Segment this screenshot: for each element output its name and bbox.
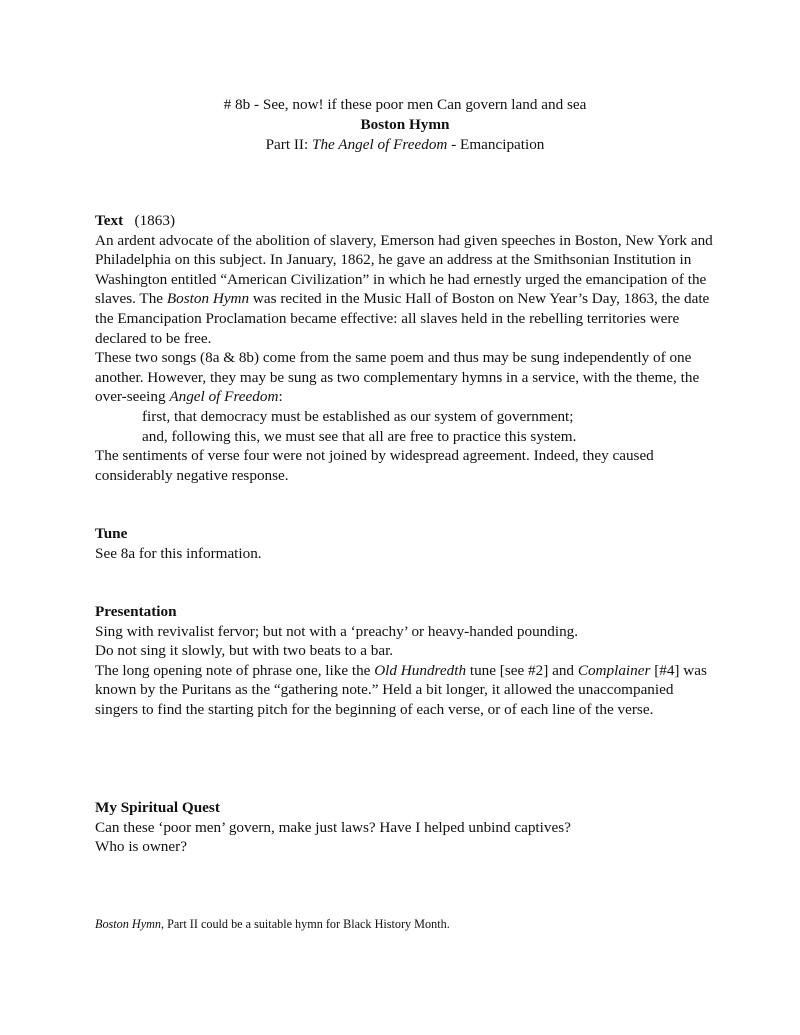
text-paragraph-2 xyxy=(95,348,715,407)
indent-line-2: and, following this, we must see that all are free to practice this system. xyxy=(142,427,577,445)
presentation-p3-part-b: tune [see #2] and xyxy=(466,661,578,679)
footer-italic: Boston Hymn xyxy=(95,917,162,931)
tune-heading: Tune xyxy=(95,525,128,542)
text-p1-italic: Boston Hymn xyxy=(166,290,250,308)
indent-line-1: first, that democracy must be established as our system of government; xyxy=(142,407,574,425)
header-line: # 8b - See, now! if these poor men Can govern land and sea xyxy=(223,96,587,113)
hymn-title: Boston Hymn xyxy=(360,116,450,133)
text-paragraph-1 xyxy=(95,231,715,349)
presentation-line-2: Do not sing it slowly, but with two beats to a bar. xyxy=(95,642,394,660)
quest-line-2: Who is owner? xyxy=(95,838,187,856)
subtitle-suffix: - Emancipation xyxy=(447,136,545,153)
text-p2-italic: Angel of Freedom xyxy=(169,388,279,406)
text-year: (1863) xyxy=(134,212,176,229)
presentation-section xyxy=(95,602,715,720)
text-heading-line xyxy=(95,211,715,231)
presentation-p3-italic-1: Old Hundredth xyxy=(374,661,467,679)
text-heading: Text xyxy=(95,212,124,229)
tune-section xyxy=(95,524,715,563)
presentation-line-1: Sing with revivalist fervor; but not with a ‘preachy’ or heavy-handed pounding. xyxy=(95,622,579,640)
document-header xyxy=(85,95,725,155)
tune-body: See 8a for this information. xyxy=(95,544,262,562)
text-section xyxy=(95,211,715,485)
presentation-heading: Presentation xyxy=(95,603,177,620)
presentation-p3-part-c: [#4] was known by the Puritans as the “gathering note.” Held a bit longer, it allowed the unaccompanied singers to find the starting pitch for the beginning of each verse, or of each line of the verse. xyxy=(95,661,707,718)
document-page xyxy=(95,95,725,931)
text-paragraph-3: The sentiments of verse four were not joined by widespread agreement. Indeed, they caused considerably negative response. xyxy=(95,447,654,484)
text-p1-part-a: An ardent advocate of the abolition of slavery, Emerson had given speeches in Boston, New York and Philadelphia on this subject. In January, 1862, he gave an address at the Smithsonian Institution in Washington entitled “American Civilization” in which he had ernestly urged the emancipation of the slaves. The xyxy=(95,231,713,308)
presentation-paragraph-3 xyxy=(95,661,715,720)
quest-section xyxy=(95,798,715,857)
text-p2-part-b: : xyxy=(278,388,283,406)
text-p1-part-b: was recited in the Music Hall of Boston on New Year’s Day, 1863, the date the Emancipation Proclamation became effective: all slaves held in the rebelling territories were declared to be free. xyxy=(95,290,710,347)
footer-text: , Part II could be a suitable hymn for Black History Month. xyxy=(161,917,450,931)
presentation-p3-italic-2: Complainer xyxy=(577,661,651,679)
subtitle-prefix: Part II: xyxy=(265,136,312,153)
hymn-subtitle xyxy=(85,135,725,155)
subtitle-italic: The Angel of Freedom xyxy=(312,136,448,153)
text-p2-part-a: These two songs (8a & 8b) come from the same poem and thus may be sung independently of one another. However, they may be sung as two complementary hymns in a service, with the theme, the over-seeing xyxy=(95,349,700,406)
quest-heading: My Spiritual Quest xyxy=(95,799,220,816)
quest-line-1: Can these ‘poor men’ govern, make just laws? Have I helped unbind captives? xyxy=(95,818,571,836)
presentation-p3-part-a: The long opening note of phrase one, like the xyxy=(95,661,375,679)
footer-note xyxy=(95,916,450,932)
